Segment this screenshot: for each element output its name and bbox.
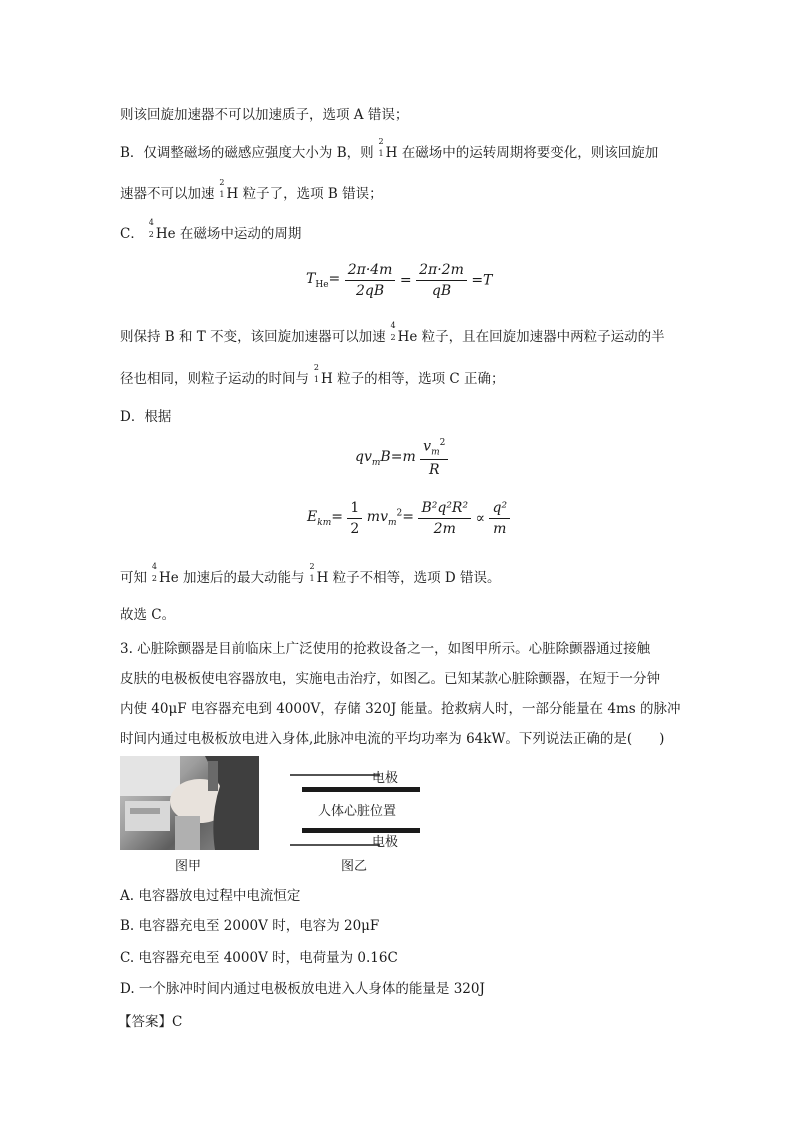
solution-line-b-2 xyxy=(120,178,383,202)
text: H 在磁场中的运转周期将要变化，则该回旋加 xyxy=(385,145,659,161)
text: D. 一个脉冲时间内通过电极板放电进入人身体的能量是 320J xyxy=(120,981,485,997)
isotope-he4: 4 2 xyxy=(148,218,154,239)
text: 内使 40μF 电容器充电到 4000V，存储 320J 能量。抢救病人时，一部分能量在 4ms 的脉冲 xyxy=(120,701,681,717)
option-a xyxy=(120,884,300,904)
text: 故选 C。 xyxy=(120,607,176,623)
solution-line-d-1 xyxy=(120,405,171,425)
text: 则该回旋加速器不可以加速质子，选项 A 错误； xyxy=(120,107,409,123)
solution-line-c-2 xyxy=(120,321,665,345)
equation-period: $T_{He}=$ $\frac{2\pi\cdot 4m}{2qB}$ = $\frac{2\pi\cdot 2m}{qB}$ =T xyxy=(306,262,493,299)
isotope-h2: 2 1 xyxy=(309,562,315,583)
defibrillator-photo xyxy=(120,756,259,850)
electrode-bottom-label: 电极 xyxy=(372,835,399,850)
question-3-line-1 xyxy=(120,637,650,657)
isotope-he4: 4 2 xyxy=(390,321,396,342)
isotope-h2: 2 1 xyxy=(378,137,384,158)
option-b xyxy=(120,914,379,934)
text: C. 电容器充电至 4000V 时，电荷量为 0.16C xyxy=(120,950,398,966)
text: 皮肤的电极板使电容器放电，实施电击治疗，如图乙。已知某款心脏除颤器，在短于一分钟 xyxy=(120,671,660,687)
solution-line-c-1 xyxy=(120,218,302,242)
question-3-line-2 xyxy=(120,667,660,687)
text: C． xyxy=(120,226,144,242)
electrode-top-plate xyxy=(302,787,420,792)
text: H 粒子的相等，选项 C 正确； xyxy=(321,371,505,387)
question-3-line-3 xyxy=(120,697,680,717)
text: 3. 心脏除颤器是目前临床上广泛使用的抢救设备之一，如图甲所示。心脏除颤器通过接触 xyxy=(120,641,651,657)
solution-conclusion xyxy=(120,603,175,623)
option-d xyxy=(120,977,485,997)
text: He 粒子，且在回旋加速器中两粒子运动的半 xyxy=(397,329,665,345)
option-c xyxy=(120,946,398,966)
isotope-he4: 4 2 xyxy=(151,562,157,583)
text: B. 电容器充电至 2000V 时，电容为 20μF xyxy=(120,918,380,934)
question-3-line-4 xyxy=(120,727,664,747)
text: 径也相同，则粒子运动的时间与 xyxy=(120,371,309,387)
figure-b-caption: 图乙 xyxy=(341,859,368,874)
text: He 加速后的最大动能与 xyxy=(159,570,305,586)
text: H 粒子不相等，选项 D 错误。 xyxy=(316,570,501,586)
isotope-h2: 2 1 xyxy=(313,363,319,384)
text: 速器不可以加速 xyxy=(120,186,215,202)
equation-kinetic-energy: $E_{km}=$ $\frac{1}{2}$ $mv_m^2=$ $\frac{\text{B²q²R²}}{2m}$ ∝ $\frac{\text{q²}}{m}$ xyxy=(307,500,510,537)
text: 时间内通过电极板放电进入身体,此脉冲电流的平均功率为 64kW。下列说法正确的是( ) xyxy=(120,731,665,747)
solution-line-d-2 xyxy=(120,562,501,586)
text: D．根据 xyxy=(120,409,172,425)
body-heart-label: 人体心脏位置 xyxy=(318,804,397,819)
text: 可知 xyxy=(120,570,147,586)
solution-line-b-1 xyxy=(120,137,659,161)
text: 则保持 B 和 T 不变，该回旋加速器可以加速 xyxy=(120,329,386,345)
isotope-h2: 2 1 xyxy=(219,178,225,199)
text: 【答案】C xyxy=(118,1014,183,1030)
electrode-top-label: 电极 xyxy=(372,771,399,786)
electrode-bottom-plate xyxy=(302,828,420,833)
text: H 粒子了，选项 B 错误； xyxy=(226,186,383,202)
text: B．仅调整磁场的磁感应强度大小为 B，则 xyxy=(120,145,374,161)
solution-line-c-3 xyxy=(120,363,505,387)
text: A. 电容器放电过程中电流恒定 xyxy=(120,888,301,904)
solution-line-a-conclusion xyxy=(120,103,408,123)
answer xyxy=(118,1010,182,1030)
figure-a-caption: 图甲 xyxy=(175,859,202,874)
text: He 在磁场中运动的周期 xyxy=(155,226,302,242)
equation-lorentz: $qv_mB=m$ $\frac{v_m^2}{R}$ xyxy=(355,438,448,478)
